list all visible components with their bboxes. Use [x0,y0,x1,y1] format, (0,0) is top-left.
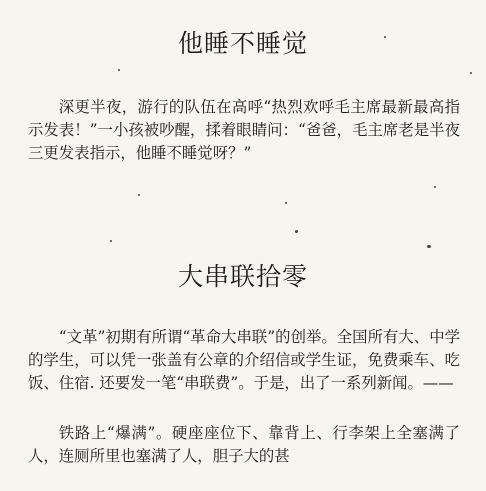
section-2-paragraph-2: 铁路上“爆满”。硬座座位下、靠背上、行李架上全塞满了人，连厕所里也塞满了人，胆子大的甚 [28,424,460,465]
section-title-1: 他睡不睡觉 [177,29,308,58]
scan-speck [434,186,436,188]
scan-speck [470,72,472,74]
scan-speck [138,194,140,196]
section-1-paragraph: 深更半夜，游行的队伍在高呼“热烈欢呼毛主席最新最高指示发表！”一小孩被吵醒，揉着眼睛问：“爸爸，毛主席老是半夜三更发表指示，他睡不睡觉呀？” [28,98,460,162]
scan-speck [110,240,112,242]
scan-speck [384,36,386,38]
scan-speck [118,69,120,71]
scan-speck [295,230,298,233]
scan-speck [285,202,287,204]
section-2-paragraph-1: “文革”初期有所谓“革命大串联”的创举。全国所有大、中学的学生，可以凭一张盖有公章的介绍信或学生证，免费乘车、吃饭、住宿. 还要发一笔“串联费”。于是，出了一系列新闻。—— [28,328,460,392]
scan-speck [427,245,431,248]
section-title-2: 大串联拾零 [177,262,308,291]
